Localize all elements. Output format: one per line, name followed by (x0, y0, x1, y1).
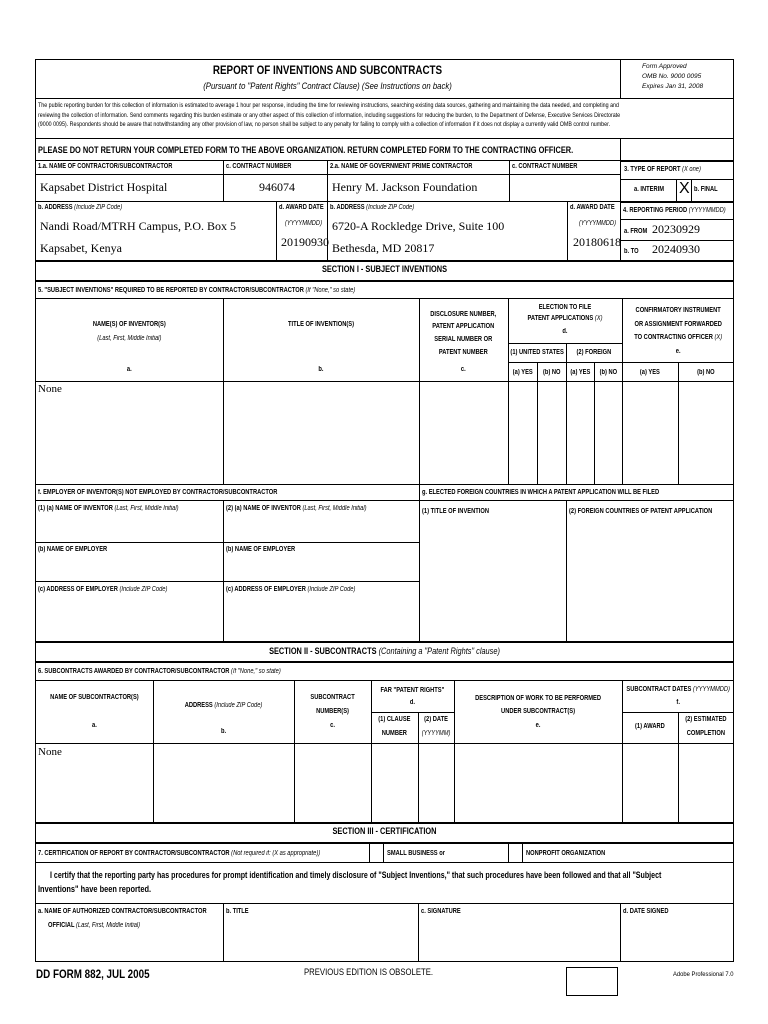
col-election-us: (1) UNITED STATES (510, 349, 564, 356)
signature-label[interactable]: c. SIGNATURE (421, 908, 461, 915)
col-clause-number-1: (1) CLAUSE (378, 716, 411, 723)
col-election-2: PATENT APPLICATIONS (X) (527, 315, 603, 322)
prime-address-line-1[interactable]: 6720-A Rockledge Drive, Suite 100 (332, 219, 505, 233)
col-subcontract-address: ADDRESS (Include ZIP Code) (184, 702, 263, 709)
col-work-description-1: DESCRIPTION OF WORK TO BE PERFORMED (475, 695, 601, 702)
foreign-no: (b) NO (599, 369, 618, 376)
f2-inventor-name[interactable]: (2) (a) NAME OF INVENTOR (Last, First, Middle Initial) (226, 505, 367, 512)
prime-address-line-2[interactable]: Bethesda, MD 20817 (332, 241, 435, 255)
burden-line-1: The public reporting burden for this collection of information is estimated to average 1 hour per response, including the time for reviewing instructions, searching existing data sources, gathering and maintaining the data needed, and completing and (38, 102, 619, 109)
col-election-1: ELECTION TO FILE (538, 304, 592, 311)
f1-employer-name[interactable]: (b) NAME OF EMPLOYER (38, 546, 108, 553)
contractor-contract-value[interactable]: 946074 (259, 180, 295, 194)
burden-rule (35, 138, 734, 139)
item-7-label: 7. CERTIFICATION OF REPORT BY CONTRACTOR/SUBCONTRACTOR (Not required if: (X as appropriate)) (38, 850, 321, 857)
official-name-label[interactable]: a. NAME OF AUTHORIZED CONTRACTOR/SUBCONTRACTOR (38, 908, 207, 915)
period-from-label: a. FROM (624, 228, 648, 235)
item-5-label: 5. "SUBJECT INVENTIONS" REQUIRED TO BE REPORTED BY CONTRACTOR/SUBCONTRACTOR (If "None," so state) (38, 287, 356, 294)
approval-line-2: OMB No. 9000 0095 (642, 73, 702, 80)
contractor-award-hint: (YYYYMMDD) (285, 220, 323, 227)
period-from-value[interactable]: 20230929 (652, 222, 700, 236)
col-subcontract-number-1: SUBCONTRACT (310, 694, 355, 701)
col-confirm-1: CONFIRMATORY INSTRUMENT (635, 307, 721, 314)
f2-employer-name[interactable]: (b) NAME OF EMPLOYER (226, 546, 296, 553)
reporting-period-label: 4. REPORTING PERIOD (YYYYMMDD) (623, 207, 726, 214)
col-disclosure-1: DISCLOSURE NUMBER, (430, 311, 497, 318)
contractor-contract-label: c. CONTRACT NUMBER (226, 163, 292, 170)
section-2-title: SECTION II - SUBCONTRACTS (Containing a "Patent Rights" clause) (269, 646, 500, 656)
col-disclosure-4: PATENT NUMBER (438, 349, 488, 356)
prime-award-value[interactable]: 20180618 (573, 235, 621, 249)
report-type-final-checkbox[interactable]: X (679, 180, 690, 197)
col-subcontract-number-2: NUMBER(S) (316, 708, 349, 715)
prime-award-label: d. AWARD DATE (570, 204, 615, 211)
software-note: Adobe Professional 7.0 (673, 971, 734, 978)
date-signed-label[interactable]: d. DATE SIGNED (623, 908, 669, 915)
official-title-label[interactable]: b. TITLE (226, 908, 249, 915)
small-business-checkbox-label[interactable]: SMALL BUSINESS or (387, 850, 445, 857)
prime-address-label: b. ADDRESS (Include ZIP Code) (330, 204, 415, 211)
us-yes: (a) YES (512, 369, 533, 376)
col-inventor-letter: a. (126, 366, 132, 373)
col-inventor-name: NAME(S) OF INVENTOR(S) (92, 321, 166, 328)
form-title: REPORT OF INVENTIONS AND SUBCONTRACTS (212, 63, 443, 77)
obsolete-notice: PREVIOUS EDITION IS OBSOLETE. (304, 967, 434, 977)
contractor-name-value[interactable]: Kapsabet District Hospital (40, 180, 168, 194)
certification-line-2: Inventions" have been reported. (38, 884, 152, 895)
official-name-label-2: OFFICIAL (Last, First, Middle Initial) (48, 922, 141, 929)
col-disclosure-2: PATENT APPLICATION (432, 323, 495, 330)
col-address-letter: b. (220, 728, 227, 735)
col-work-description-2: UNDER SUBCONTRACT(S) (501, 708, 576, 715)
prime-name-value[interactable]: Henry M. Jackson Foundation (332, 180, 478, 194)
col-confirm-2: OR ASSIGNMENT FORWARDED (634, 321, 722, 328)
approval-line-3: Expires Jan 31, 2008 (642, 83, 704, 90)
g2-foreign-countries[interactable]: (2) FOREIGN COUNTRIES OF PATENT APPLICATION (569, 508, 713, 515)
item-f-label: f. EMPLOYER OF INVENTOR(S) NOT EMPLOYED BY CONTRACTOR/SUBCONTRACTOR (38, 489, 278, 496)
f2-employer-address[interactable]: (c) ADDRESS OF EMPLOYER (Include ZIP Code) (226, 586, 356, 593)
subcontracts-entry[interactable]: None (38, 746, 62, 758)
contractor-award-label: d. AWARD DATE (279, 204, 324, 211)
col-far-date-2: (YYYYMM) (421, 730, 451, 737)
col-election-letter: d. (562, 328, 568, 335)
contractor-address-label: b. ADDRESS (Include ZIP Code) (38, 204, 123, 211)
contractor-address-line-1[interactable]: Nandi Road/MTRH Campus, P.O. Box 5 (40, 219, 237, 233)
col-estimated-completion-2: COMPLETION (686, 730, 726, 737)
section-3-title: SECTION III - CERTIFICATION (332, 826, 437, 836)
col-work-letter: e. (535, 722, 541, 729)
col-disclosure-3: SERIAL NUMBER OR (434, 336, 493, 343)
col-election-foreign: (2) FOREIGN (576, 349, 612, 356)
contractor-award-value[interactable]: 20190930 (281, 235, 329, 249)
inventions-entry[interactable]: None (38, 383, 62, 395)
us-no: (b) NO (542, 369, 561, 376)
form-subtitle: (Pursuant to "Patent Rights" Contract Clause) (See Instructions on back) (203, 81, 452, 91)
period-to-label: b. TO (624, 248, 639, 255)
col-estimated-completion-1: (2) ESTIMATED (685, 716, 727, 723)
col-number-letter: c. (330, 722, 335, 729)
col-clause-number-2: NUMBER (381, 730, 407, 737)
period-to-value[interactable]: 20240930 (652, 242, 700, 256)
col-award-date: (1) AWARD (634, 723, 665, 730)
contractor-address-line-2[interactable]: Kapsabet, Kenya (40, 241, 122, 255)
nonprofit-checkbox-label[interactable]: NONPROFIT ORGANIZATION (526, 850, 606, 857)
col-far-patent-rights: FAR "PATENT RIGHTS" (380, 687, 445, 694)
certification-line-1: I certify that the reporting party has procedures for prompt identification and timely disclosure of "Subject Inventions," that such procedures have been followed and that all "Subject (50, 870, 662, 881)
col-invention-letter: b. (318, 366, 324, 373)
item-6-label: 6. SUBCONTRACTS AWARDED BY CONTRACTOR/SUBCONTRACTOR (If "None," so state) (38, 668, 281, 675)
g1-invention-title[interactable]: (1) TITLE OF INVENTION (422, 508, 489, 515)
item-g-label: g. ELECTED FOREIGN COUNTRIES IN WHICH A PATENT APPLICATION WILL BE FILED (422, 489, 660, 496)
confirm-yes: (a) YES (639, 369, 660, 376)
approval-divider (620, 59, 621, 98)
col-dates-letter: f. (676, 699, 680, 706)
prime-award-hint: (YYYYMMDD) (579, 220, 617, 227)
col-inventor-name-hint: (Last, First, Middle Initial) (97, 335, 162, 342)
report-type-label: 3. TYPE OF REPORT (X one) (624, 166, 701, 173)
form-number: DD FORM 882, JUL 2005 (36, 967, 150, 981)
burden-statement (38, 101, 736, 130)
burden-line-3: (9000 0095). Respondents should be aware that notwithstanding any other provision of law, no person shall be subject to any penalty for failing to comply with a collection of information if it does not display a currently valid OMB control number. (38, 121, 611, 129)
col-far-date-1: (2) DATE (424, 716, 448, 723)
f1-employer-address[interactable]: (c) ADDRESS OF EMPLOYER (Include ZIP Code) (38, 586, 168, 593)
col-disclosure-letter: c. (460, 366, 466, 373)
col-confirm-letter: e. (675, 348, 681, 355)
confirm-no: (b) NO (697, 369, 715, 376)
prime-name-label: 2.a. NAME OF GOVERNMENT PRIME CONTRACTOR (330, 163, 473, 170)
report-type-interim[interactable]: a. INTERIM (634, 186, 664, 193)
contractor-name-label: 1.a. NAME OF CONTRACTOR/SUBCONTRACTOR (38, 163, 173, 170)
header-rule (35, 98, 734, 99)
prime-contract-label: c. CONTRACT NUMBER (512, 163, 578, 170)
col-subcontract-dates: SUBCONTRACT DATES (YYYYMMDD) (626, 686, 730, 693)
approval-line-1: Form Approved (642, 63, 687, 70)
col-confirm-3: TO CONTRACTING OFFICER (X) (634, 334, 723, 341)
col-subcontractor-letter: a. (92, 722, 97, 729)
col-subcontractor-name: NAME OF SUBCONTRACTOR(S) (50, 694, 139, 701)
f1-inventor-name[interactable]: (1) (a) NAME OF INVENTOR (Last, First, Middle Initial) (38, 505, 179, 512)
col-invention-title: TITLE OF INVENTION(S) (287, 321, 354, 328)
col-far-letter: d. (409, 699, 415, 706)
burden-line-2: reviewing the collection of information. Send comments regarding this burden estimate or any other aspect of this collection of information, including suggestions for reducing the burden, to the Department of Defense, Executive Services Directorate (38, 111, 621, 119)
return-warning: PLEASE DO NOT RETURN YOUR COMPLETED FORM TO THE ABOVE ORGANIZATION. RETURN COMPLETED FORM TO THE CONTRACTING OFFICER. (38, 145, 574, 156)
footer-box (566, 967, 618, 996)
foreign-yes: (a) YES (570, 369, 591, 376)
section-1-title: SECTION I - SUBJECT INVENTIONS (321, 264, 448, 274)
report-type-final[interactable]: b. FINAL (694, 186, 718, 193)
